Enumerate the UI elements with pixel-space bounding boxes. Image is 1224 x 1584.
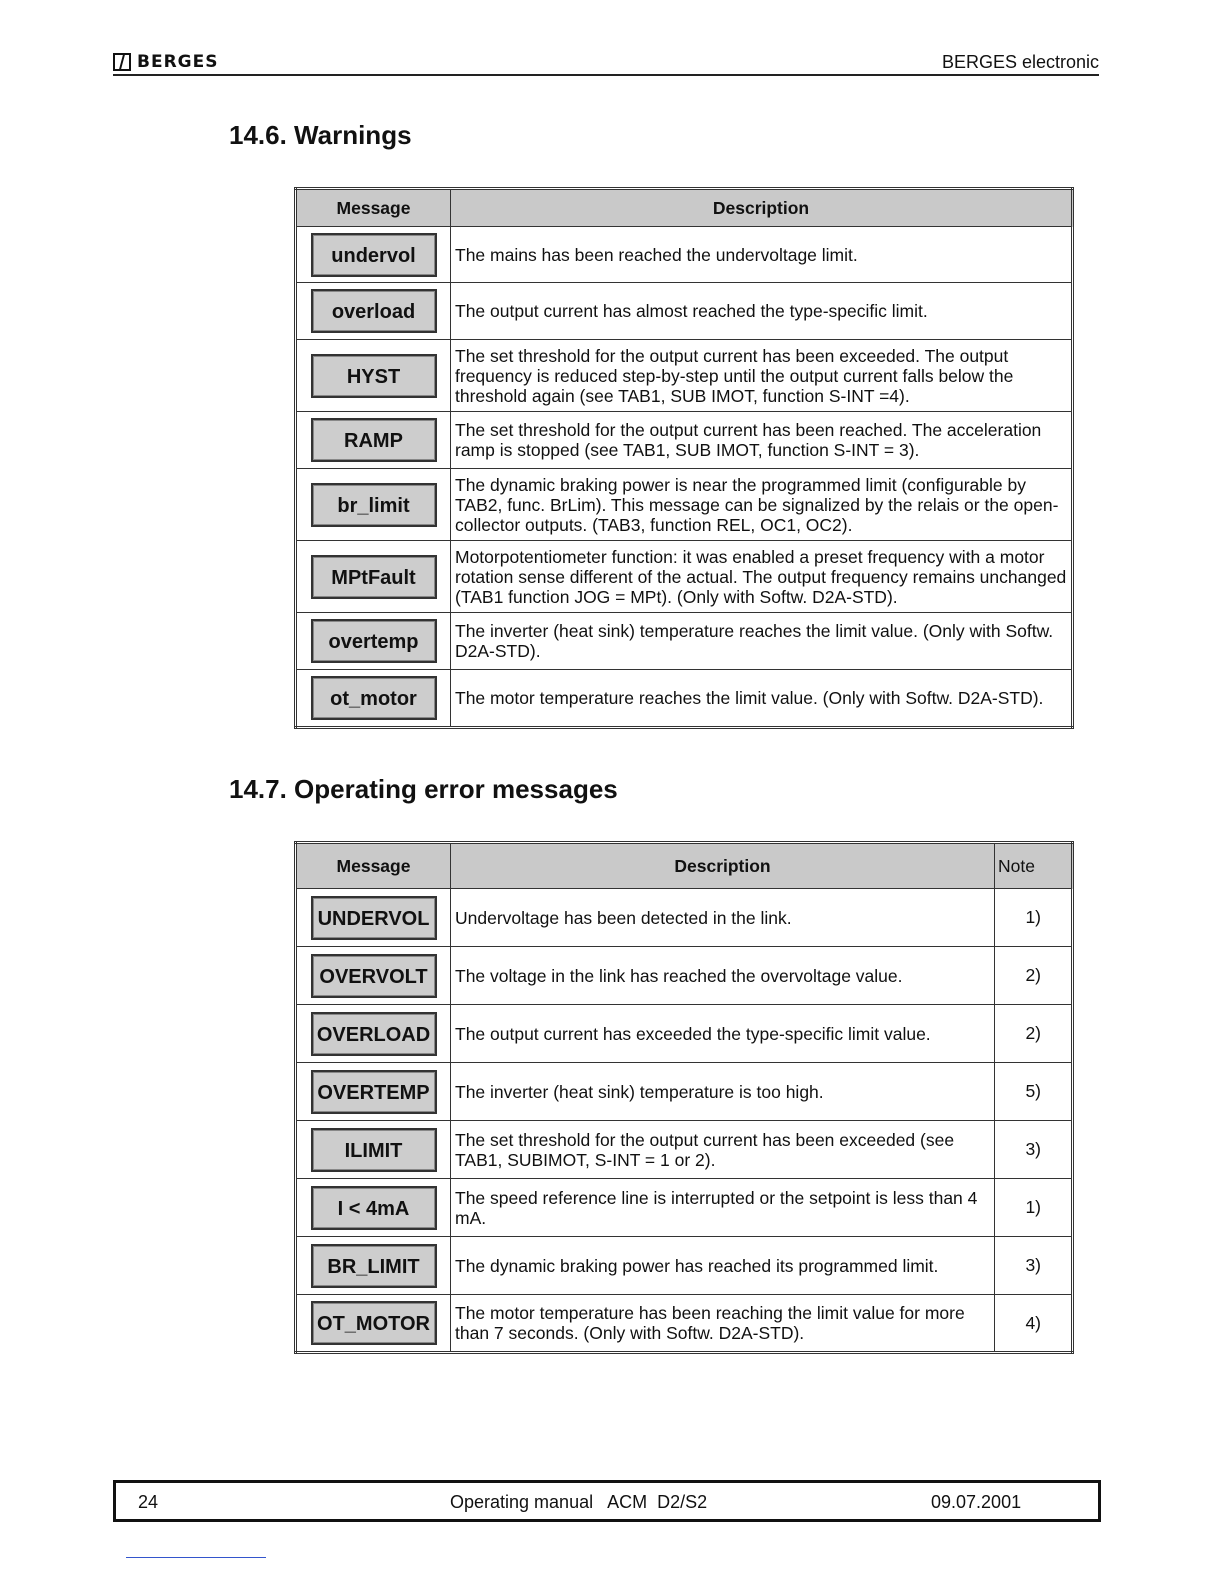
warnings-col-message: Message	[296, 189, 451, 227]
page-header	[113, 50, 1099, 76]
errors-col-message: Message	[296, 843, 451, 889]
error-description: The set threshold for the output current has been exceeded (see TAB1, SUBIMOT, S-INT = 1 or 2).	[451, 1121, 995, 1179]
errors-heading: 14.7. Operating error messages	[229, 774, 618, 804]
header-company: BERGES electronic	[941, 52, 1099, 72]
error-description: The voltage in the link has reached the overvoltage value.	[451, 947, 995, 1005]
warning-description: The motor temperature reaches the limit value. (Only with Softw. D2A-STD).	[451, 670, 1073, 728]
error-message-code: I < 4mA	[311, 1186, 437, 1230]
warning-description: Motorpotentiometer function: it was enabled a preset frequency with a motor rotation sense different of the actual. The output frequency remains unchanged (TAB1 function JOG = MPt). (Only with Softw. D2A-STD).	[451, 541, 1073, 613]
error-description: The motor temperature has been reaching the limit value for more than 7 seconds. (Only with Softw. D2A-STD).	[451, 1295, 995, 1353]
error-note: 2)	[995, 1005, 1073, 1063]
warning-message-code: overtemp	[311, 619, 437, 663]
brand-logo	[113, 52, 218, 72]
error-row	[296, 1295, 1073, 1353]
warnings-col-description: Description	[451, 189, 1073, 227]
error-note: 1)	[995, 889, 1073, 947]
warning-row	[296, 227, 1073, 283]
error-message-cell	[296, 1179, 451, 1237]
warning-row	[296, 613, 1073, 670]
error-row	[296, 1179, 1073, 1237]
warning-row	[296, 412, 1073, 469]
error-message-cell	[296, 947, 451, 1005]
warning-message-code: br_limit	[311, 483, 437, 527]
warning-description: The set threshold for the output current has been exceeded. The output frequency is reduced step-by-step until the output current falls below the threshold again (see TAB1, SUB IMOT, function S-INT =4).	[451, 340, 1073, 412]
error-note: 3)	[995, 1237, 1073, 1295]
error-description: The inverter (heat sink) temperature is too high.	[451, 1063, 995, 1121]
warning-message-code: MPtFault	[311, 555, 437, 599]
warning-message-cell	[296, 469, 451, 541]
error-message-code: OT_MOTOR	[311, 1301, 437, 1345]
error-row	[296, 1005, 1073, 1063]
error-message-code: OVERVOLT	[311, 954, 437, 998]
error-message-cell	[296, 1237, 451, 1295]
warning-row	[296, 670, 1073, 728]
error-message-code: BR_LIMIT	[311, 1244, 437, 1288]
warning-message-cell	[296, 541, 451, 613]
warning-message-cell	[296, 340, 451, 412]
warning-description: The set threshold for the output current has been reached. The acceleration ramp is stopped (see TAB1, SUB IMOT, function S-INT = 3).	[451, 412, 1073, 469]
warning-description: The output current has almost reached the type-specific limit.	[451, 283, 1073, 340]
error-message-cell	[296, 1121, 451, 1179]
warning-row	[296, 340, 1073, 412]
error-note: 1)	[995, 1179, 1073, 1237]
error-description: Undervoltage has been detected in the link.	[451, 889, 995, 947]
error-description: The dynamic braking power has reached its programmed limit.	[451, 1237, 995, 1295]
error-note: 2)	[995, 947, 1073, 1005]
error-note: 5)	[995, 1063, 1073, 1121]
error-description: The speed reference line is interrupted or the setpoint is less than 4 mA.	[451, 1179, 995, 1237]
warnings-heading: 14.6. Warnings	[229, 120, 412, 150]
error-message-cell	[296, 1295, 451, 1353]
errors-col-note: Note	[995, 843, 1073, 889]
errors-col-description: Description	[451, 843, 995, 889]
bottom-divider	[126, 1557, 266, 1558]
error-message-code: UNDERVOL	[311, 896, 437, 940]
error-row	[296, 1121, 1073, 1179]
error-row	[296, 1237, 1073, 1295]
page-footer	[113, 1480, 1101, 1522]
warning-message-cell	[296, 227, 451, 283]
warning-message-cell	[296, 670, 451, 728]
error-note: 4)	[995, 1295, 1073, 1353]
document-title: Operating manual ACM D2/S2	[450, 1492, 708, 1512]
document-date: 09.07.2001	[931, 1492, 1022, 1512]
warning-message-code: RAMP	[311, 418, 437, 462]
berges-logo-icon	[113, 53, 131, 71]
warning-description: The dynamic braking power is near the programmed limit (configurable by TAB2, func. BrLim). This message can be signalized by the relais or the open-collector outputs. (TAB3, function REL, OC1, OC2).	[451, 469, 1073, 541]
error-message-cell	[296, 1063, 451, 1121]
error-message-code: ILIMIT	[311, 1128, 437, 1172]
warning-description: The inverter (heat sink) temperature reaches the limit value. (Only with Softw. D2A-STD).	[451, 613, 1073, 670]
warning-row	[296, 283, 1073, 340]
warning-message-cell	[296, 412, 451, 469]
warning-row	[296, 469, 1073, 541]
error-row	[296, 947, 1073, 1005]
errors-table	[294, 841, 1074, 1354]
error-message-cell	[296, 1005, 451, 1063]
warning-message-cell	[296, 283, 451, 340]
warning-message-cell	[296, 613, 451, 670]
warning-message-code: HYST	[311, 354, 437, 398]
brand-name: BERGES	[137, 52, 219, 72]
error-message-code: OVERTEMP	[311, 1070, 437, 1114]
page-number: 24	[138, 1492, 159, 1512]
warning-row	[296, 541, 1073, 613]
warning-message-code: ot_motor	[311, 676, 437, 720]
warning-description: The mains has been reached the undervoltage limit.	[451, 227, 1073, 283]
warnings-table	[294, 187, 1074, 729]
warning-message-code: overload	[311, 289, 437, 333]
error-row	[296, 1063, 1073, 1121]
error-message-cell	[296, 889, 451, 947]
error-note: 3)	[995, 1121, 1073, 1179]
warning-message-code: undervol	[311, 233, 437, 277]
error-description: The output current has exceeded the type-specific limit value.	[451, 1005, 995, 1063]
error-row	[296, 889, 1073, 947]
error-message-code: OVERLOAD	[311, 1012, 437, 1056]
